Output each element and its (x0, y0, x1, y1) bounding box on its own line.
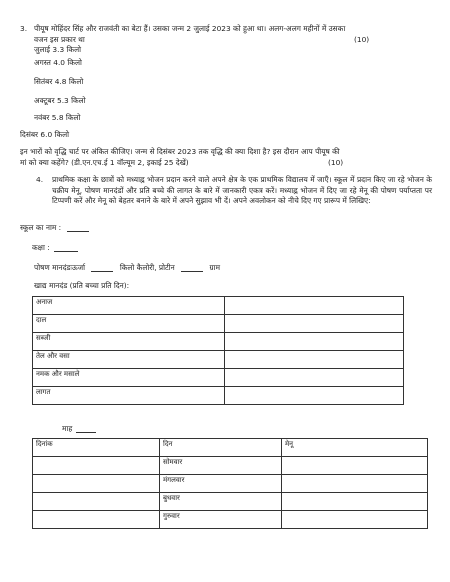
table-row (33, 297, 404, 315)
norm-value-cell[interactable] (225, 369, 404, 387)
menu-cell[interactable] (282, 493, 428, 511)
table-row (33, 439, 428, 457)
norm-item-cereals: अनाज (33, 297, 225, 315)
norm-value-cell[interactable] (225, 387, 404, 405)
menu-table (32, 438, 428, 529)
class-label: कक्षा : (32, 243, 50, 252)
menu-cell[interactable] (282, 511, 428, 529)
nutrition-kcal-label: किलो कैलोरी, प्रोटीन (119, 263, 175, 272)
norm-value-cell[interactable] (225, 315, 404, 333)
table-row (33, 511, 428, 529)
date-cell[interactable] (33, 493, 160, 511)
month-blank (76, 425, 96, 433)
table-row (33, 457, 428, 475)
food-norms-table (32, 296, 404, 405)
table-row (33, 493, 428, 511)
school-name-blank (67, 224, 89, 232)
table-row (33, 315, 404, 333)
menu-cell[interactable] (282, 475, 428, 493)
norm-item-pulses: दाल (33, 315, 225, 333)
norm-item-vegetables: सब्जी (33, 333, 225, 351)
table-row (33, 387, 404, 405)
month-field (62, 424, 96, 433)
question-3-number: 3. (20, 24, 28, 33)
class-field (32, 243, 78, 252)
question-3-line-2: वजन इस प्रकार था (34, 35, 85, 44)
weight-august: अगस्त 4.0 किलो (34, 58, 82, 67)
nutrition-energy-label: पोषण मानदंडःऊर्जा (34, 263, 86, 272)
table-row (33, 369, 404, 387)
norm-item-salt-spices: नमक और मसाले (33, 369, 225, 387)
school-name-label: स्कूल का नाम : (20, 223, 62, 232)
table-row (33, 333, 404, 351)
header-day: दिन (160, 439, 282, 457)
norm-value-cell[interactable] (225, 297, 404, 315)
day-wednesday: बुधवार (160, 493, 282, 511)
school-name-field (20, 223, 89, 232)
nutrition-norms-line (34, 263, 220, 272)
date-cell[interactable] (33, 475, 160, 493)
question-3-paragraph-line-2: मां को क्या कहेंगे? (डी.एन.एच.ई 1 वॉल्यूम 2, इकाई 25 देखें) (20, 158, 189, 167)
norm-value-cell[interactable] (225, 351, 404, 369)
date-cell[interactable] (33, 457, 160, 475)
weight-july: जुलाई 3.3 किलो (34, 45, 82, 54)
date-cell[interactable] (33, 511, 160, 529)
food-norms-label: खाद्य मानदंड (प्रति बच्चा प्रति दिन): (34, 281, 130, 290)
month-label: माह (62, 424, 73, 433)
day-thursday: गुरुवार (160, 511, 282, 529)
protein-blank (181, 264, 203, 272)
table-row (33, 351, 404, 369)
day-monday: सोमवार (160, 457, 282, 475)
weight-december: दिसंबर 6.0 किलो (20, 130, 70, 139)
header-date: दिनांक (33, 439, 160, 457)
table-row (33, 475, 428, 493)
question-3-paragraph-line-1: इन भारों को वृद्धि चार्ट पर अंकित कीजिए। जन्म से दिसंबर 2023 तक वृद्धि की क्या दिशा है? इस दौरान आप पीयूष की (20, 147, 340, 156)
menu-cell[interactable] (282, 457, 428, 475)
energy-blank (91, 264, 113, 272)
weight-october: अक्टूबर 5.3 किलो (34, 96, 86, 105)
question-3-paragraph-marks: (10) (328, 158, 344, 167)
day-tuesday: मंगलवार (160, 475, 282, 493)
nutrition-gram-label: ग्राम (209, 263, 221, 272)
question-4-text: प्राथमिक कक्षा के छात्रों को मध्याह्न भोजन प्रदान करने वाले अपने क्षेत्र के एक प्राथमिक विद्यालय में जाएँ। स्कूल में प्रदान किए जा रहे भोजन के चक्रीय मेनू, पोषण मानदंडों और प्रति बच्चे की लागत के बारे में जानकारी एकत्र करें। मध्याह्न भोजन में दिए जा रहे मेनू की पोषण पर्याप्तता पर टिप्पणी करें और मेनू को बेहतर बनाने के बारे में अपने सुझाव भी दें। अपने अवलोकन को नीचे दिए गए प्रारूप में लिखिए: (52, 175, 432, 205)
class-blank (54, 244, 78, 252)
norm-item-cost: लागत (33, 387, 225, 405)
weight-september: सितंबर 4.8 किलो (34, 77, 84, 86)
question-4-number: 4. (36, 175, 44, 184)
question-3-marks: (10) (354, 35, 370, 44)
norm-value-cell[interactable] (225, 333, 404, 351)
weight-november: नवंबर 5.8 किलो (34, 113, 81, 122)
question-3-line-1: पीयूष मोहिंदर सिंह और राजवंती का बेटा हैं। उसका जन्म 2 जुलाई 2023 को हुआ था। अलग-अलग महीनों में उसका (34, 24, 346, 33)
norm-item-oil-fat: तेल और वसा (33, 351, 225, 369)
header-menu: मेनू (282, 439, 428, 457)
